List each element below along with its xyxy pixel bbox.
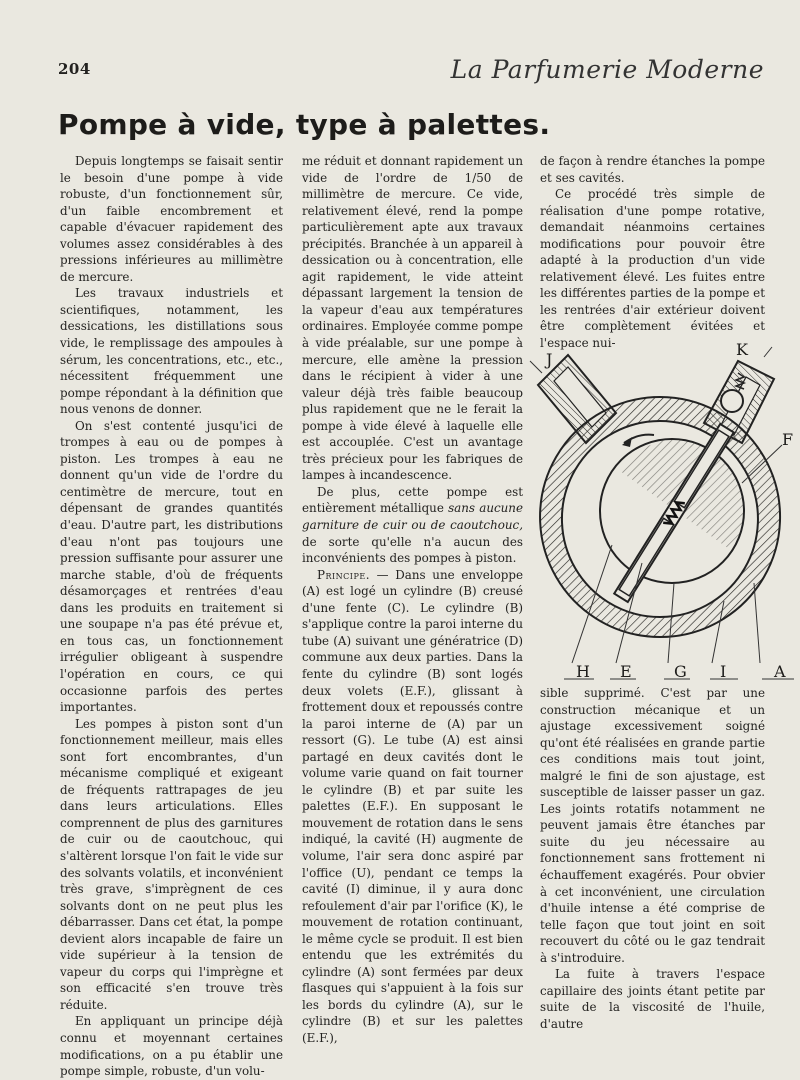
- paragraph: En appliquant un principe déjà connu et moyennant certaines modifications, on a pu établir une pompe simple, robuste, d'un volu-: [60, 1014, 283, 1079]
- text-run: — Dans une enveloppe (A) est logé un cylindre (B) creusé d'une fente (C). Le cylindre (B) s'applique contre la paroi interne du tube (A) suivant une génératrice (D) commune aux deux parties. Dans la fente du cylindre (B) sont logés deux volets (E.F.), glissant à frottement doux et repoussés contre la paroi interne de (A) par un ressort (G). Le tube (A) est ainsi partagé en deux cavités dont le volume varie quand on fait tourner le cylindre (B) et par suite les palettes (E.F.). En supposant le mouvement de rotation dans le sens indiqué, la cavité (H) augmente de volume, l'air sera donc aspiré par l'office (U), pendant ce temps la cavité (I) diminue, il y aura donc refoulement d'air par l'orifice (K), le mouvement de rotation continuant, le même cycle se produit. Il est bien entendu que les extrémités du cylindre (A) sont fermées par deux flasques qui s'appuient à la fois sur les bords du cylindre (A), sur le cylindre (B) et sur les palettes (E.F.),: [302, 567, 523, 1045]
- running-title: La Parfumerie Moderne: [450, 55, 764, 84]
- text-run: de sorte qu'elle n'a aucun des inconvénients des pompes à piston.: [302, 534, 523, 566]
- paragraph: [302, 484, 523, 567]
- label-j: J: [546, 350, 553, 369]
- column-3-top: [540, 153, 765, 352]
- section-label: Principe.: [317, 567, 370, 582]
- pump-diagram-svg: [524, 333, 800, 683]
- italic-phrase: sans aucune garniture de cuir ou de caoutchouc,: [302, 501, 523, 533]
- valve-ball: [721, 390, 743, 412]
- page-number: 204: [58, 60, 91, 78]
- text-run: De plus, cette pompe est entièrement métallique: [302, 484, 523, 516]
- paragraph: Depuis longtemps se faisait sentir le besoin d'une pompe à vide robuste, d'un fonctionnement sûr, d'un faible encombrement et capable d'évacuer rapidement des volumes assez considérables à des pressions inférieures au millimètre de mercure.: [60, 154, 283, 284]
- paragraph: de façon à rendre étanches la pompe et ses cavités.: [540, 154, 765, 185]
- paragraph: Les pompes à piston sont d'un fonctionnement meilleur, mais elles sont fort encombrantes, d'un mécanisme compliqué et exigeant de fréquents rattrapages de jeu dans leurs articulations. Elles comprennent de plus des garnitures de cuir ou de caoutchouc, qui s'altèrent lorsque l'on fait le vide sur des solvants volatils, et inconvénient très grave, s'imprègnent de ces solvants dont on ne peut plus les débarrasser. Dans cet état, la pompe devient alors incapable de faire un vide supérieur à la tension de vapeur du corps qui l'imprègne et son efficacité s'en trouve très réduite.: [60, 716, 283, 1012]
- label-f: F: [782, 430, 794, 449]
- label-h: H: [576, 662, 590, 681]
- column-2: [302, 153, 523, 1047]
- paragraph-principe: [302, 567, 523, 1047]
- label-e: E: [620, 662, 632, 681]
- paragraph: Les travaux industriels et scientifiques, notamment, les dessications, les distillations sous vide, le remplissage des ampoules à sérum, les concentrations, etc., etc., nécessitent fréquemment une pompe répondant à la définition que nous venons de donner.: [60, 286, 283, 417]
- arrow-head: [622, 437, 632, 447]
- paragraph: Ce procédé très simple de réalisation d'une pompe rotative, demandait néanmoins certaines modifications pour pouvoir être adapté à la production d'un vide relativement élevé. Les fuites entre les différentes parties de la pompe et les rentrées d'air extérieur doivent être complètement évitées et l'espace nui-: [540, 187, 765, 351]
- paragraph: La fuite à travers l'espace capillaire des joints étant petite par suite de la viscosité de l'huile, d'autre: [540, 967, 765, 1031]
- label-k: K: [736, 340, 748, 359]
- paragraph: me réduit et donnant rapidement un vide de l'ordre de 1/50 de millimètre de mercure. Ce vide, relativement élevé, rend la pompe particulièrement apte aux travaux précipités. Branchée à un appareil à dessication ou à concentration, elle agit rapidement, le vide atteint dépassant largement la tension de la vapeur d'eau aux températures ordinaires. Employée comme pompe à vide préalable, sur une pompe à mercure, elle amène la pression dans le récipient à vider à une valeur déjà très faible beaucoup plus rapidement que ne le ferait la pompe à vide élevé à laquelle elle est accouplée. C'est un avantage très précieux pour les fabriques de lampes à incandescence.: [302, 154, 523, 483]
- label-i: I: [720, 662, 727, 681]
- label-g: G: [674, 662, 687, 681]
- paragraph: sible supprimé. C'est par une construction mécanique et un ajustage excessivement soigné qu'ont été réalisées en grande partie ces conditions mais tout joint, malgré le fini de son ajustage, est susceptible de laisser passer un gaz. Les joints rotatifs notamment ne peuvent jamais être étanches par suite du jeu nécessaire au fonctionnement sans frottement ni échauffement exagérés. Pour obvier à cet inconvénient, une circulation d'huile intense a été comprise de telle façon que tout joint en soit recouvert du côté ou le gaz tendrait à s'introduire.: [540, 686, 765, 965]
- article-title: Pompe à vide, type à palettes.: [58, 108, 551, 141]
- column-3-bottom: [540, 685, 765, 1032]
- label-a: A: [774, 662, 786, 681]
- pump-diagram: [524, 333, 800, 683]
- column-1: [60, 153, 283, 1080]
- paragraph: On s'est contenté jusqu'ici de trompes à eau ou de pompes à piston. Les trompes à eau ne donnent qu'un vide de l'ordre du centimètre de mercure, tout en dépensant de grandes quantités d'eau. D'autre part, les distributions d'eau n'ont pas toujours une pression suffisante pour assurer une marche stable, d'où de fréquents désamorçages et rentrées d'eau dans les produits en traitement si une soupape n'a pas été prévue et, en tous cas, un fonctionnement irrégulier obligeant à suspendre l'opération en cours, ce qui occasionne parfois des pertes importantes.: [60, 418, 283, 715]
